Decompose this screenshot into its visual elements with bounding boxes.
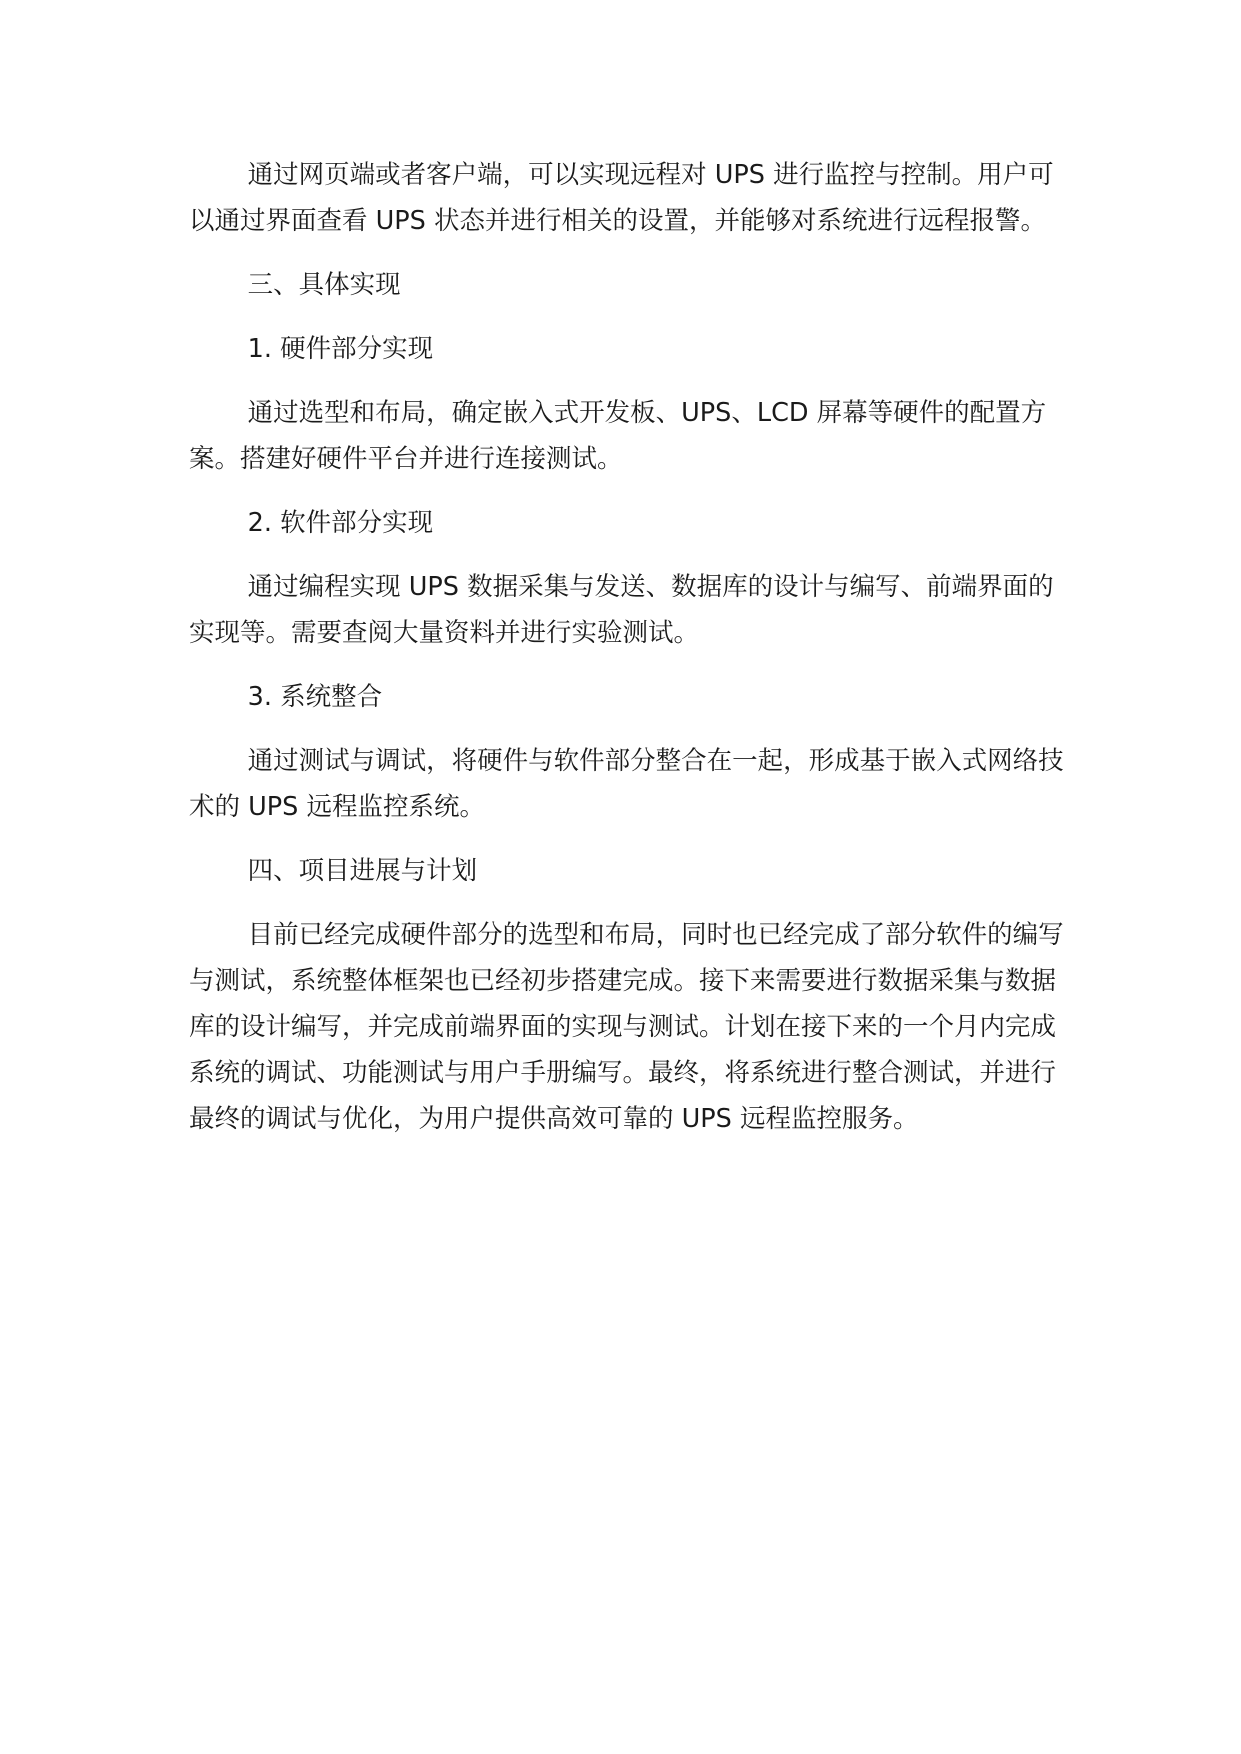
subheading-software: 2. 软件部分实现 [247, 508, 434, 538]
paragraph-hardware: 通过选型和布局，确定嵌入式开发板、UPS、LCD 屏幕等硬件的配置方案。搭建好硬件平台并进行连接测试。 [189, 398, 1047, 474]
subheading-hardware: 1. 硬件部分实现 [247, 334, 434, 364]
document-body [189, 152, 1069, 1160]
paragraph-progress: 目前已经完成硬件部分的选型和布局，同时也已经完成了部分软件的编写与测试，系统整体框架也已经初步搭建完成。接下来需要进行数据采集与数据库的设计编写，并完成前端界面的实现与测试。计划在接下来的一个月内完成系统的调试、功能测试与用户手册编写。最终，将系统进行整合测试，并进行最终的调试与优化，为用户提供高效可靠的 UPS 远程监控服务。 [189, 920, 1064, 1134]
paragraph-software: 通过编程实现 UPS 数据采集与发送、数据库的设计与编写、前端界面的实现等。需要查阅大量资料并进行实验测试。 [189, 572, 1054, 648]
section-heading-implementation: 三、具体实现 [247, 270, 401, 300]
section-heading-progress: 四、项目进展与计划 [247, 856, 478, 886]
paragraph-integration: 通过测试与调试，将硬件与软件部分整合在一起，形成基于嵌入式网络技术的 UPS 远程监控系统。 [189, 746, 1064, 822]
subheading-integration: 3. 系统整合 [247, 682, 383, 712]
paragraph-remote-monitoring: 通过网页端或者客户端，可以实现远程对 UPS 进行监控与控制。用户可以通过界面查看 UPS 状态并进行相关的设置，并能够对系统进行远程报警。 [189, 160, 1054, 236]
